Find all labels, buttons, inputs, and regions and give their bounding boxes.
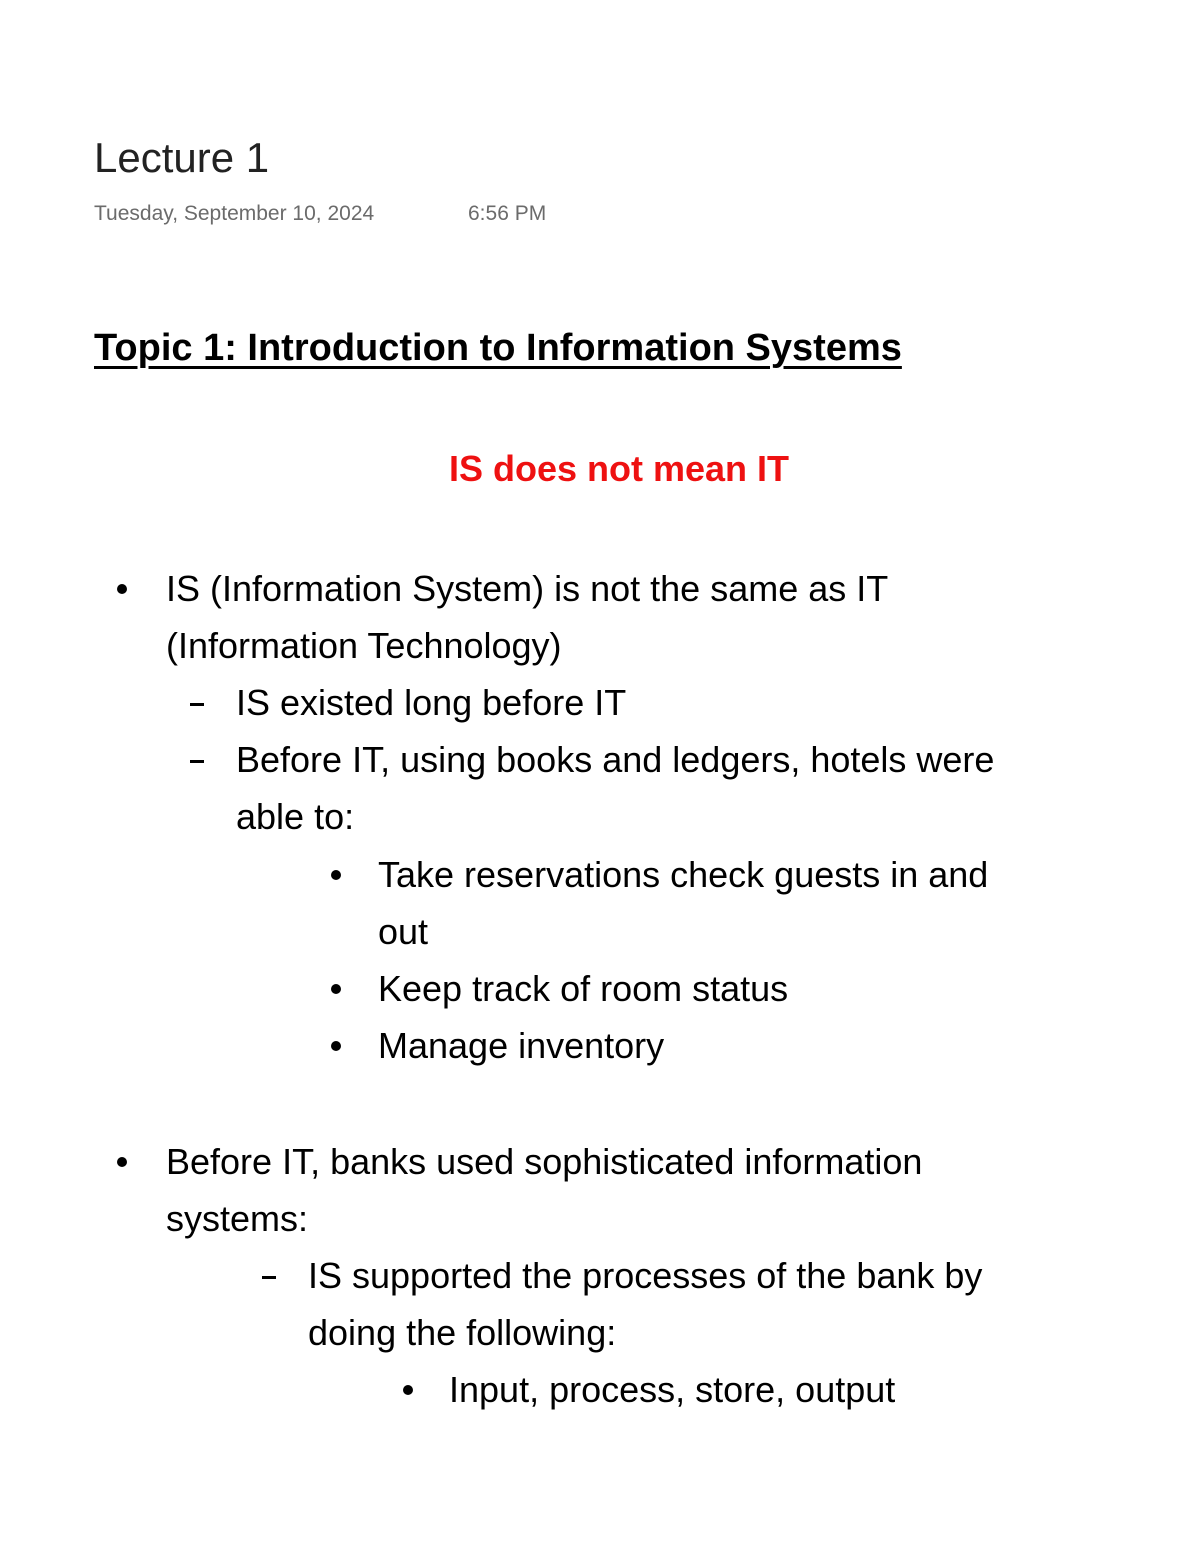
- bank-sub-sub-item-1: Input, process, store, output: [449, 1369, 896, 1410]
- sub-item-1: IS existed long before IT: [236, 682, 627, 723]
- bullet-2-line-2: systems:: [166, 1198, 309, 1239]
- sub-sub-item-1-line-2: out: [378, 911, 429, 952]
- bank-sub-item-line-2: doing the following:: [308, 1312, 617, 1353]
- bank-sub-item-line-1: IS supported the processes of the bank by: [308, 1255, 983, 1296]
- dash-icon: [262, 1276, 276, 1279]
- page-title: Lecture 1: [94, 134, 270, 181]
- bullet-dot-icon: [117, 584, 127, 594]
- dash-icon: [190, 760, 204, 763]
- topic-heading: Topic 1: Introduction to Information Systems: [94, 327, 902, 369]
- sub-sub-item-1-line-1: Take reservations check guests in and: [378, 854, 989, 895]
- page-bottom-margin: [0, 1438, 1200, 1553]
- sub-item-2-line-1: Before IT, using books and ledgers, hotels were: [236, 739, 995, 780]
- dash-icon: [190, 703, 204, 706]
- note-time: 6:56 PM: [468, 202, 547, 225]
- sub-sub-item-2: Keep track of room status: [378, 968, 789, 1009]
- sub-sub-item-3: Manage inventory: [378, 1025, 665, 1066]
- bullet-dot-icon: [331, 1041, 341, 1051]
- bullet-dot-icon: [331, 984, 341, 994]
- bullet-dot-icon: [331, 870, 341, 880]
- bullet-dot-icon: [403, 1385, 413, 1395]
- bullet-2-line-1: Before IT, banks used sophisticated information: [166, 1141, 923, 1182]
- topic-subtitle: IS does not mean IT: [448, 448, 790, 489]
- bullet-dot-icon: [117, 1157, 127, 1167]
- bullet-1-line-2: (Information Technology): [166, 625, 562, 666]
- note-date: Tuesday, September 10, 2024: [94, 202, 375, 225]
- bullet-1-line-1: IS (Information System) is not the same as IT: [166, 568, 889, 609]
- sub-item-2-line-2: able to:: [236, 796, 355, 837]
